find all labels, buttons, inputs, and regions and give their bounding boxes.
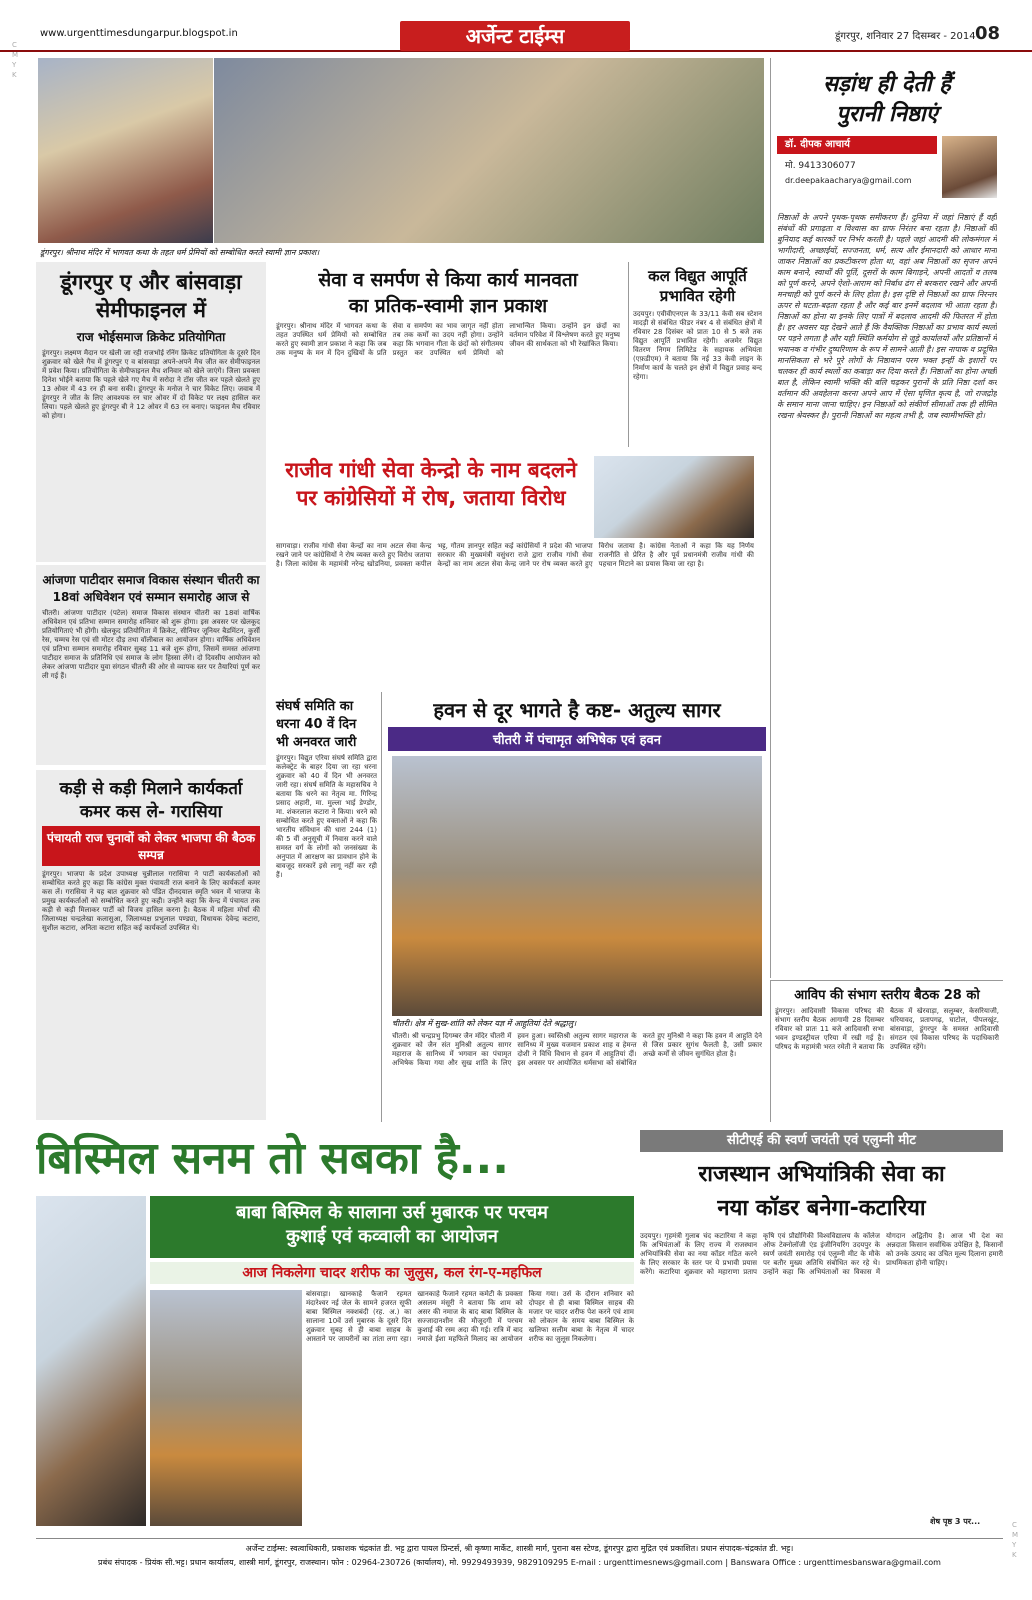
bismil-subband: आज निकलेगा चादर शरीफ का जुलुस, कल रंग-ए-महफिल [150,1262,634,1284]
masthead-dateline: डूंगरपुर, शनिवार 27 दिसम्बर - 2014 [835,31,976,42]
cricket-story [36,262,266,562]
footer-line1: अर्जेन्ट टाईम्स: स्वत्वाधिकारी, प्रकाशक चंद्रकांत डी. भट्ट द्वारा पायल प्रिन्टर्स, श्री कृष्णा मार्केट, शास्त्री मार्ग, पुराना बस स्टेण्ड, डूंगरपुर द्वारा मुद्रित एवं प्रकाशित। प्रधान संपादक-चंद्रकांत डी. भट्ट। [245,1544,794,1553]
cricket-subhead: राज भोईसमाज क्रिकेट प्रतियोगिता [76,330,226,344]
ctae-headline-line2: नया कॉडर बनेगा-कटारिया [717,1196,926,1221]
author-phone: मो. 9413306077 [785,161,856,171]
author-photo [942,136,997,198]
author-name: डॉ. दीपक आचार्य [777,136,937,154]
havan-text: चीतरी। श्री चन्द्रप्रभु दिगम्बर जैन मंदिर चीतरी में शुक्रवार को जैन संत मुनिश्री अतुल्य सागर महाराज के सानिध्य में भगवान का पंचामृत अभिषेक किया गया और सुख शांति के लिए हवन हुआ। स्वस्तिश्री अतुल्य सागर महाराज के सानिध्य में मुख्य यजमान प्रकाश शाह व हेमन्त दोशी ने विधि विधान से हवन में आहुतियां दीं। इस अवसर पर आयोजित धर्मसभा को संबोधित करते हुए मुनिश्री ने कहा कि हवन में आहुति देने से जिस प्रकार सुगंध फैलती है, उसी प्रकार अच्छे कर्मों से जीवन सुगंधित होता है। [392,1032,762,1067]
havan-caption: चीतरी। क्षेत्र में सुख-शांति को लेकर यज्ञ में आहुतियां देते श्रद्धालु। [392,1018,762,1030]
havan-story [388,692,766,1122]
patidar-headline-line1: आंजणा पाटीदार समाज विकास संस्थान चीतरी का [42,573,260,587]
dharna-story [272,692,382,1122]
registration-mark-right: C M Y K [1012,1521,1019,1559]
dharna-headline-line2: धरना 40 वें दिन [276,717,357,732]
aavip-headline: आविप की संभाग स्तरीय बैठक 28 को [794,988,980,1003]
column-title-line1: सड़ांध ही देती हैं [823,72,951,97]
havan-headline: हवन से दूर भागते है कष्ट- अतुल्य सागर [433,698,721,722]
dharna-headline-line3: भी अनवरत जारी [276,735,357,750]
bjp-text: डूंगरपुर। भाजपा के प्रदेश उपाध्यक्ष चुन्नीलाल गरासिया ने पार्टी कार्यकर्ताओं को सम्बोधित करते हुए कहा कि कांग्रेस मुक्त पंचायती राज बनाने के लिए कार्यकर्ता कमर कस लें। गरासिया ने यह बात शुक्रवार को पंडित दीनदयाल स्मृति भवन में भाजपा के प्रमुख कार्यकर्ताओं को सम्बोधित करते हुए कही। उन्होंने कहा कि केन्द्र में पंचायत तक कड़ी से कड़ी मिलाकर पार्टी को विजय हासिल करना है। बैठक में महिला मोर्चा की जिलाध्यक्ष चन्द्रलेखा कलासुआ, जिलाध्यक्ष प्रभुलाल पण्ड्या, विधायक देवेन्द्र कटारा, सुशील कटारा, अनिता कटारा सहित कई कार्यकर्ता उपस्थित थे। [42,870,260,932]
swami-text: डूंगरपुर। श्रीनाथ मंदिर में भागवत कथा के तहत उपस्थित धर्म प्रेमियों को सम्बोधित करते हुए स्वामी ज्ञान प्रकाश ने कहा कि जब तक मनुष्य के मन में दिन दुखियों के प्रति सेवा व समर्पण का भाव जागृत नहीं होता तब तक कर्मों का उदय नहीं होगा। उन्होंने कहा कि भगवान गीता के छंदों को संगीतमय प्रस्तुत कर उपस्थित धर्म प्रेमियों को लाभान्वित किया। उन्होंने इन छंदों का वर्तमान परिवेश में विश्लेषण करते हुए मनुष्य जीवन की सार्थकता को भी रेखांकित किया। [276,322,620,357]
swami-story [272,262,624,447]
masthead-url: www.urgenttimesdungarpur.blogspot.in [40,28,238,39]
page-number: 08 [975,23,1001,44]
patidar-headline-line2: 18वां अधिवेशन एवं सम्मान समारोह आज से [52,590,250,604]
top-photo-caption: डूंगरपुर। श्रीनाथ मंदिर में भागवत कथा के तहत धर्म प्रेमियों को सम्बोधित करते स्वामी ज्ञान प्रकाश। [40,247,600,259]
ctae-text: उदयपुर। गृहमंत्री गुलाब चंद कटारिया ने कहा कि अभियंताओं के लिए राज्य में राजस्थान अभियांत्रिकी सेवा का नया कॉडर गठित करने के लिए सरकार के स्तर पर ये प्रभावी प्रयास करेंगे। कटारिया शुक्रवार को महाराणा प्रताप कृषि एवं प्रौद्योगिकी विश्वविद्यालय के कॉलेज ऑफ टेक्नोलॉजी एंड इंजीनियरिंग उदयपुर के स्वर्ण जयंती समारोह एवं एलुम्नी मीट के मौके पर बतौर मुख्य अतिथि संबोधित कर रहे थे। उन्होंने कहा कि अभियंताओं का विकास में योगदान अद्वितीय है। आज भी देश का अन्नदाता किसान सर्वाधिक उपेक्षित है, किसानों को उनके उत्पाद का उचित मूल्य दिलाना हमारी प्राथमिकता होनी चाहिए। [640,1232,1003,1276]
bismil-big-headline: बिस्मिल सनम तो सबका है... [36,1133,509,1184]
power-text: उदयपुर। एवीवीएनएल के 33/11 केवी सब स्टेशन मादड़ी से संबंधित फीडर नंबर 4 से संबंधित क्षेत्रों में रविवार 28 दिसंबर को प्रातः 10 से 5 बजे तक विद्युत आपूर्ति प्रभावित रहेगी। अजमेर विद्युत वितरण निगम लिमिटेड के सहायक अभियंता (एफ़डीएम) ने बताया कि नई 33 केवी लाइन के निर्माण कार्य के चलते इन क्षेत्रों में विद्युत प्रवाह बन्द रहेगा। [633,310,762,381]
power-headline-line1: कल विद्युत आपूर्ति [648,267,747,285]
cricket-headline-line2: सेमीफाइनल में [96,298,206,322]
havan-photo [392,756,762,1016]
ctae-continued: शेष पृष्ठ 3 पर... [930,1517,981,1526]
author-box [777,136,997,202]
bismil-band-line1: बाबा बिस्मिल के सालाना उर्स मुबारक पर परचम [236,1202,548,1223]
registration-mark-left: C M Y K [12,41,19,79]
ctae-band: सीटीएई की स्वर्ण जयंती एवं एलुम्नी मीट [640,1130,1003,1152]
dharna-text: डूंगरपुर। विद्युत एरिया संघर्ष समिति द्वारा कलेक्ट्रेट के बाहर दिया जा रहा धरना शुक्रवार को 40 वें दिन भी अनवरत जारी रहा। संघर्ष समिति के महासचिव ने बताया कि धरने का नेतृत्व मा. गिरिन्द्र प्रसाद अहारी, मा. मुल्ला भाई डेण्डोर, मा. शंकरलाल कटारा ने किया। धरने को सम्बोधित करते हुए वक्ताओं ने कहा कि भारतीय संविधान की धारा 244 (1) की 5 वीं अनुसूची में निवास करने वाले समस्त वर्ग के लोगों को जनसंख्या के अनुपात में आरक्षण का प्रावधान होने के बावजूद सरकारें इसे लागू नहीं कर रही हैं। [276,754,377,879]
swami-headline-line1: सेवा व समर्पण से किया कार्य मानवता [318,269,578,291]
power-headline-line2: प्रभावित रहेगी [659,287,736,305]
masthead-title: अर्जेन्ट टाईम्स [400,21,630,51]
patidar-text: चीतरी। आंजणा पाटीदार (पटेल) समाज विकास संस्थान चीतरी का 18वां वार्षिक अधिवेशन एवं प्रतिभा सम्मान समारोह शनिवार को शुरू होगा। इस अवसर पर खेलकूद प्रतियोगिताएं भी होंगी। खेलकूद प्रतियोगिता में क्रिकेट, सीनियर जूनियर बैडमिंटन, कुर्सी रेस, चम्मच रेस एवं सी मोटर दौड़ तथा वॉलीबाल का आयोजन होगा। वार्षिक अधिवेशन एवं प्रतिभा सम्मान समारोह रविवार सुबह 11 बजे शुरू होगा, जिसमें समस्त आंजणा पाटीदार समाज के प्रतिनिधि एवं समाज के लोग हिस्सा लेंगे। दो दिवसीय आयोजन को लेकर आंजणा पाटीदार युवा संगठन चीतरी की ओर से व्यापक स्तर पर तैयारियां पूर्ण कर ली गई हैं। [42,609,260,680]
dharna-headline-line1: संघर्ष समिति का [276,699,354,714]
bjp-story [36,770,266,1120]
cricket-text: डूंगरपुर। लक्ष्मण मैदान पर खेली जा रही राजभोई रनिंग क्रिकेट प्रतियोगिता के दूसरे दिन शुक्रवार को खेले गैच में डूंगरपुर ए व बांसवाड़ा अपने-अपने मैच जीत कर सेमीफाइनल में प्रवेश किया। प्रतियोगिता के सेमीफाइनल मैच शनिवार को खेले जाएंगे। जिला प्रवक्ता दिनेश भोईने बताया कि पहले खेले गए मैच में सरोदा ने टॉस जीत कर पहले खेलते हुए 13 ओवर में 43 रन ही बना सकी। डूंगरपुर के मनोज ने चार विकेट लिए। जवाब में डूंगरपुर ने जीत के लिए आवश्यक रन चार ओवर में दो विकेट पर लक्ष्य हासिल कर लिया। पहले खेलते हुए डूंगरपुर बी ने 12 ओवर में 63 रन बनाए। फाइनल मैच रविवार को होगा। [42,349,260,420]
seva-kendra-photo [594,456,754,538]
havan-band: चीतरी में पंचामृत अभिषेक एवं हवन [388,727,766,751]
swami-photo [38,58,213,243]
devotees-photo [214,58,764,243]
bismil-photo-2 [150,1290,302,1526]
rajiv-story [272,452,766,687]
patidar-story [36,565,266,765]
swami-headline-line2: का प्रतिक-स्वामी ज्ञान प्रकाश [348,295,548,317]
rajiv-headline-line1: राजीव गांधी सेवा केन्द्रो के नाम बदलने [285,458,577,482]
footer-rule [36,1538,1003,1539]
bismil-band-line2: कुशाई एवं कव्वाली का आयोजन [286,1226,498,1247]
bjp-band: पंचायती राज चुनावों को लेकर भाजपा की बैठक सम्पन्न [42,826,260,866]
cricket-headline-line1: डूंगरपुर ए और बांसवाड़ा [60,270,242,294]
ctae-headline-line1: राजस्थान अभियांत्रिकी सेवा का [698,1162,945,1187]
bjp-headline-line2: कमर कस ले- गरासिया [79,802,223,822]
rajiv-headline-line2: पर कांग्रेसियों में रोष, जताया विरोध [296,486,566,510]
aavip-text: डूंगरपुर। आदिवासी विकास परिषद की संभाग स्तरीय बैठक आगामी 28 दिसम्बर रविवार को प्रातः 11 बजे आदिवासी सभा भवन इण्डस्ट्रीयल एरिया में रखी गई है। परिषद के महामंत्री भरत रमेती ने बताया कि बैठक में खेरवाड़ा, सलूम्बर, केसरियाजी, धरियावद, प्रतापगढ़, घाटोल, पीपलखूंट, बांसवाड़ा, डूंगरपुर के समस्त आदिवासी संगठन एवं विकास परिषद के पदाधिकारी उपस्थित रहेंगे। [775,1007,999,1051]
column-panel [770,58,1003,978]
aavip-story [770,980,1003,1122]
author-email: dr.deepakaacharya@gmail.com [785,176,912,185]
rajiv-text: सागवाड़ा। राजीव गांधी सेवा केन्द्रों का नाम अटल सेवा केन्द्र रखने जाने पर कांग्रेसियों ने रोष व्यक्त करते हुए विरोध जताया है। जिला कांग्रेस के महामंत्री नरेन्द्र खोडनिया, प्रवक्ता कपील भट्ट, गौतम ज्ञानपुर सहित कई कांग्रेसियों ने प्रदेश की भाजपा सरकार की मुख्यमंत्री वसुंधरा राजे द्वारा राजीव गांधी सेवा केन्द्रों का नाम अटल सेवा केन्द्र जाने पर रोष व्यक्त करते हुए विरोध जताया है। कांग्रेस नेताओं ने कहा कि यह निर्णय राजनीति से प्रेरित है और पूर्व प्रधानमंत्री राजीव गांधी की पहचान मिटाने का प्रयास किया जा रहा है। [276,542,754,568]
column-text: निष्ठाओं के अपने पृथक-पृथक समीकरण हैं। दुनिया में जहां निष्ठाएं हैं वहीं संबंधों की प्रगाढ़ता व विश्वास का ग्राफ निरंतर बना रहता है। निष्ठाओं की बुनियाद कई कारकों पर निर्भर करती है। पहले जहां आदमी की लोकमंगल में भागीदारी, अच्छाईयों, सज्जनता, धर्म, सत्य और ईमानदारी को आधार माना जाकर निष्ठाओं का प्रकटीकरण होता था, वहां अब निष्ठाओं का सृजन अपने काम बनाने, स्वार्थों की पूर्ति, दूसरों के काम बिगाड़ने, अपनी आदतों व तलब को पूर्ण करने, अपने ऐशो-आराम को निर्बाध ढंग से बरकरार रखने और अपनी मनचाही को पूर्ण करने के लिए होता है। इस दृष्टि से निष्ठाओं का ग्राफ निरन्तर ऊपर से घटता-बढ़ता रहता है और कई बार इनमें बदलाव भी आता रहता है। निष्ठाओं का होना या इनके लिए पात्रों में बदलाव आदमी की फितरत में होता है। हर अवसर यह देखने आते हैं कि वैयक्तिक निष्ठाओं का प्रभाव कार्य स्थलों पर पड़ने लगता है और यही स्थिति कर्मयोग से जुड़े कार्यालयों और प्रतिष्ठानों में भयानक व गंभीर दुष्परिणाम के रूप में सामने आती है। इस नापाक व प्रदूषित मानसिकता से भरे पूरे लोगों के निष्ठावान परम भक्त इन्हीं के इशारों पर चलकर ही कार्य स्थलों का कबाड़ा कर दिया करते हैं। निष्ठाओं का होना अच्छी बात है, लेकिन स्वामी भक्ति की बलि चढ़कर पुरानों के प्रति निष्ठा दर्शा कर वर्तमान की अवहेलना करना अपने आप में ऐसा घृणित कृत्य है, जो राजद्रोह के समान माना जाना चाहिए। इन निष्ठाओं को संकीर्ण सीमाओं तक ही सीमित रखना श्रेयस्कर है। पुरानी निष्ठाओं का महत्व तभी है, जब स्वामीभक्ति हो। [777,213,997,420]
column-title-line2: पुरानी निष्ठाएं [836,102,938,127]
bismil-photo [36,1196,146,1526]
bismil-text: बांसवाड़ा। खानकाहे फैजाने रहमत मंदारेश्वर नई जेल के सामने हजरत सूफी बाबा बिस्मिल नक्शबंदी (रह. अ.) का सालाना 10वें उर्स मुबारक के दूसरे दिन शुक्रवार सुबह से ही बाबा साहब के आस्ताने पर जायरीनों का तांता लगा रहा। खानकाहे फैजाने रहमत कमेटी के प्रवक्ता असलम मंसूरी ने बताया कि शाम को असर की नमाज के बाद बाबा बिस्मिल के सज्जादानशीन की मौजूदगी में परचम कुशाई की रस्म अदा की गई। रात्रि में बाद नमाजे ईशा महफिले मिलाद का आयोजन किया गया। उर्स के दौरान शनिवार को दोपहर से ही बाबा बिस्मिल साहब की मजार पर चादर शरीफ पेश करने एवं शाम को लोकान के समय बाबा बिस्मिल के खलिफा सलीम बाबा के नेतृत्व में चादर शरीफ का जुलूस निकलेगा। [306,1290,634,1343]
footer-line2: प्रबंध संपादक - प्रियंक सी.भट्ट। प्रधान कार्यालय, शास्त्री मार्ग, डूंगरपुर, राजस्थान। फोन : 02964-230726 (कार्यालय), मो. 9929493939, 9829109295 E-mail : urgenttimesnews@gmail.com | Banswara Office : urgenttimesbanswara@gmail.com [98,1558,941,1567]
bismil-band [150,1196,634,1258]
power-story [628,262,766,447]
bjp-headline-line1: कड़ी से कड़ी मिलाने कार्यकर्ता [59,779,243,799]
